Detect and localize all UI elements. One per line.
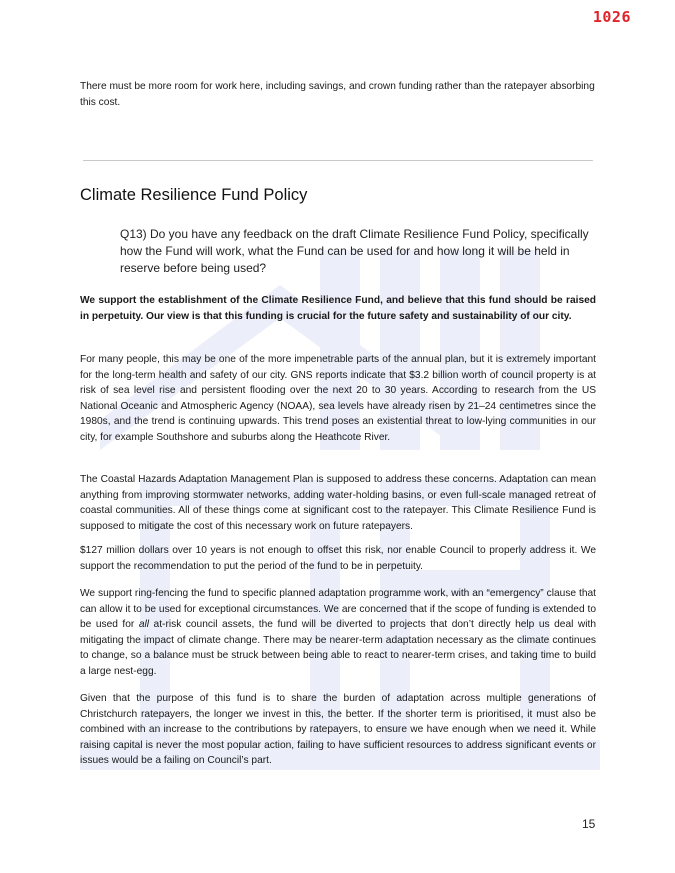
paragraph-funding-amount: $127 million dollars over 10 years is not enough to offset this risk, nor enable Council to properly address it. We support the recommendation to put the period of the fund to be in perpetuity. bbox=[80, 545, 596, 572]
lead-statement: We support the establishment of the Climate Resilience Fund, and believe that this fund should be raised in perpetuity. Our view is that this funding is crucial for the future safety and sustainability of our city. bbox=[80, 295, 596, 322]
question-text: Q13) Do you have any feedback on the draft Climate Resilience Fund Policy, specifically how the Fund will work, what the Fund can be used for and how long it will be held in reserve before being used? bbox=[120, 227, 589, 275]
ring-fencing-text-start: We support ring-fencing the fund to specific planned adaptation programme work, with an “emergency” clause that can allow it to be used for exceptional circumstances. We are concerned that if the scope of funding is extended to be used for bbox=[80, 588, 596, 631]
intro-paragraph: There must be more room for work here, including savings, and crown funding rather than the ratepayer absorbing this cost. bbox=[80, 81, 595, 108]
ring-fencing-text-end: at-risk council assets, the fund will be diverted to projects that don’t directly help us deal with mitigating the impact of climate change. There may be nearer-term adaptation necessary as the climate continues to change, so a balance must be struck between being able to react to nearer-term crises, and taking time to build a large nest-egg. bbox=[80, 619, 596, 677]
paragraph-ring-fencing bbox=[80, 586, 596, 680]
paragraph-sea-level-risk: For many people, this may be one of the more impenetrable parts of the annual plan, but it is extremely important for the long-term health and safety of our city. GNS reports indicate that $3.2 billion worth of council property is at risk of sea level rise and persistent flooding over the next 20 to 30 years. According to research from the US National Oceanic and Atmospheric Agency (NOAA), sea levels have already risen by 21–24 centimetres since the 1980s, and the trend is continuing upwards. This trend poses an existential threat to low-lying communities in our city, for example Southshore and suburbs along the Heathcote River. bbox=[80, 354, 596, 443]
paragraph-intergenerational: Given that the purpose of this fund is to share the burden of adaptation across multiple generations of Christchurch ratepayers, the longer we invest in this, the better. If the shorter term is prioritised, it must also be combined with an increase to the contributions by ratepayers, to ensure we have enough when we need it. While raising capital is never the most popular action, failing to have sufficient resources to address significant events or issues would be a failing on Council’s part. bbox=[80, 693, 596, 767]
section-title: Climate Resilience Fund Policy bbox=[80, 186, 308, 204]
paragraph-adaptation-plan: The Coastal Hazards Adaptation Management Plan is supposed to address these concerns. Adaptation can mean anything from improving stormwater networks, adding water-holding basins, or even full-scale managed retreat of coastal communities. All of these things come at significant cost to the ratepayer. This Climate Resilience Fund is supposed to mitigate the cost of this necessary work on future ratepayers. bbox=[80, 474, 596, 532]
section-divider bbox=[83, 160, 593, 161]
ring-fencing-emphasis: all bbox=[138, 619, 150, 631]
page-number: 15 bbox=[582, 817, 596, 831]
submission-number: 1026 bbox=[592, 8, 631, 26]
